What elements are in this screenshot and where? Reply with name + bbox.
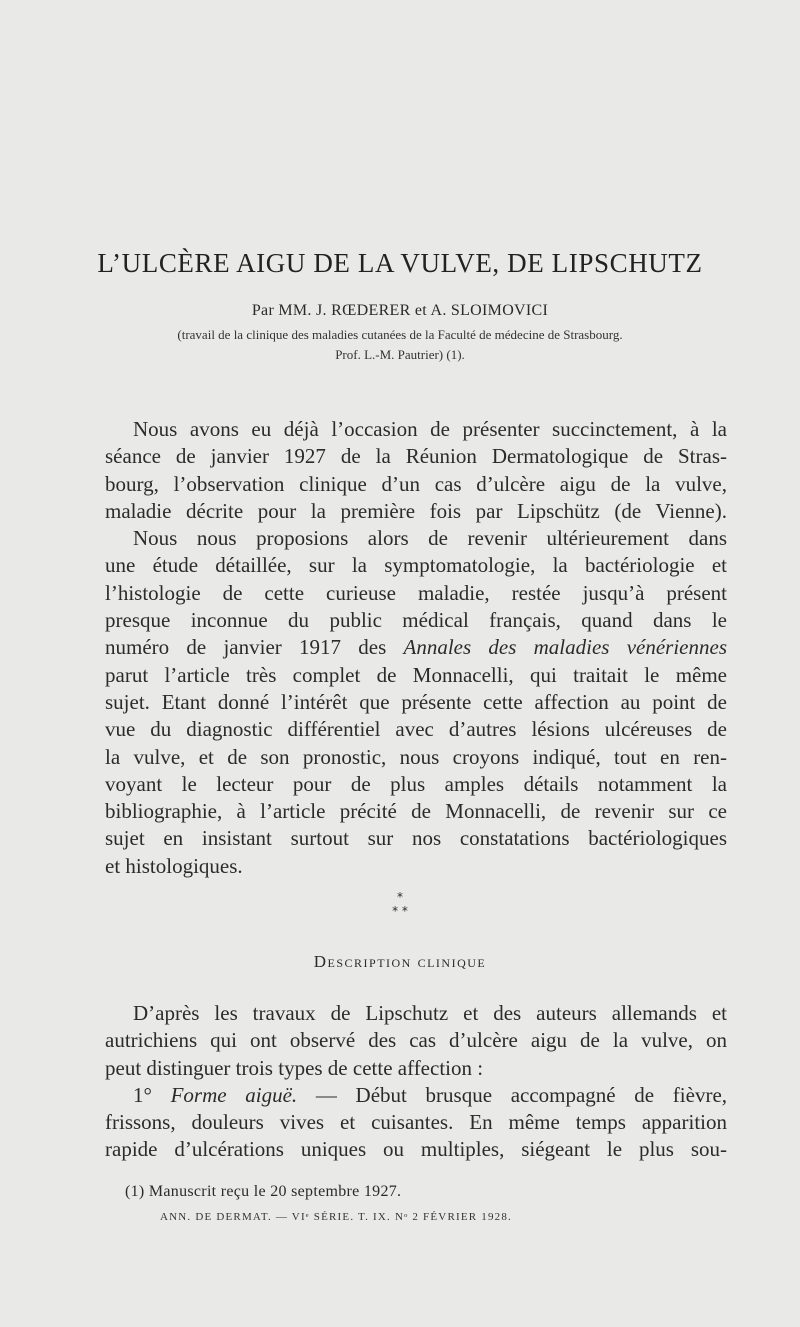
text-line: bibliographie, à l’article précité de Monnacelli, de revenir sur ce — [105, 799, 727, 824]
journal-reference: ANN. DE DERMAT. — VIᵉ SÉRIE. T. IX. Nᵒ 2 FÉVRIER 1928. — [160, 1211, 512, 1223]
text-line: maladie décrite pour la première fois par Lipschütz (de Vienne). — [105, 498, 727, 523]
text-line: peut distinguer trois types de cette affection : — [105, 1055, 484, 1080]
footnote: (1) Manuscrit reçu le 20 septembre 1927. — [125, 1183, 402, 1200]
text-segment: — Début brusque accompagné de fièvre, — [315, 1082, 728, 1107]
text-line: parut l’article très complet de Monnacelli, qui traitait le même — [105, 662, 727, 687]
article-title: L’ULCÈRE AIGU DE LA VULVE, DE LIPSCHUTZ — [97, 248, 703, 278]
text-line: l’histologie de cette curieuse maladie, restée jusqu’à présent — [105, 580, 727, 605]
text-line: une étude détaillée, sur la symptomatologie, la bactériologie et — [105, 553, 727, 578]
affiliation-line: Prof. L.-M. Pautrier) (1). — [335, 347, 465, 362]
form-name-italic: Forme aiguë. — [170, 1082, 298, 1107]
text-line: sujet en insistant surtout sur nos constatations bactériologiques — [105, 826, 727, 851]
text-line: frissons, douleurs vives et cuisantes. En même temps apparition — [105, 1110, 727, 1135]
paragraph-description — [105, 1000, 727, 1164]
text-line: sujet. Etant donné l’intérêt que présente cette affection au point de — [105, 689, 727, 714]
text-line: bourg, l’observation clinique d’un cas d’ulcère aigu de la vulve, — [105, 471, 727, 496]
text-line: Nous nous proposions alors de revenir ultérieurement dans — [133, 526, 727, 551]
paragraph-intro — [105, 416, 727, 880]
text-line: Nous avons eu déjà l’occasion de présenter succinctement, à la — [133, 417, 727, 441]
journal-name-italic: Annales des maladies vénériennes — [403, 635, 727, 660]
text-line: autrichiens qui ont observé des cas d’ulcère aigu de la vulve, on — [105, 1028, 727, 1053]
section-separator — [380, 890, 420, 918]
section-heading: Description clinique — [313, 952, 487, 971]
separator-stars: * * — [392, 904, 408, 918]
separator-star: * — [397, 890, 403, 904]
text-line: rapide d’ulcérations uniques ou multiples, siégeant le plus sou- — [105, 1137, 727, 1162]
text-segment: numéro de janvier 1917 des — [105, 635, 387, 660]
text-line: la vulve, et de son pronostic, nous croyons indiqué, tout en ren- — [105, 744, 727, 769]
article-affiliation — [60, 325, 740, 365]
text-line: voyant le lecteur pour de plus amples détails notamment la — [105, 771, 727, 796]
text-line: et histologiques. — [105, 853, 243, 878]
text-line: D’après les travaux de Lipschutz et des auteurs allemands et — [133, 1001, 727, 1025]
text-line: séance de janvier 1927 de la Réunion Dermatologique de Stras- — [105, 444, 727, 469]
affiliation-line: (travail de la clinique des maladies cutanées de la Faculté de médecine de Strasbourg. — [177, 327, 623, 342]
text-line: presque inconnue du public médical français, quand dans le — [105, 608, 727, 633]
text-line — [105, 634, 727, 661]
list-number: 1° — [133, 1082, 152, 1107]
article-authors: Par MM. J. RŒDERER et A. SLOIMOVICI — [251, 302, 549, 319]
text-line — [105, 1082, 727, 1109]
text-line: vue du diagnostic différentiel avec d’autres lésions ulcéreuses de — [105, 717, 727, 742]
